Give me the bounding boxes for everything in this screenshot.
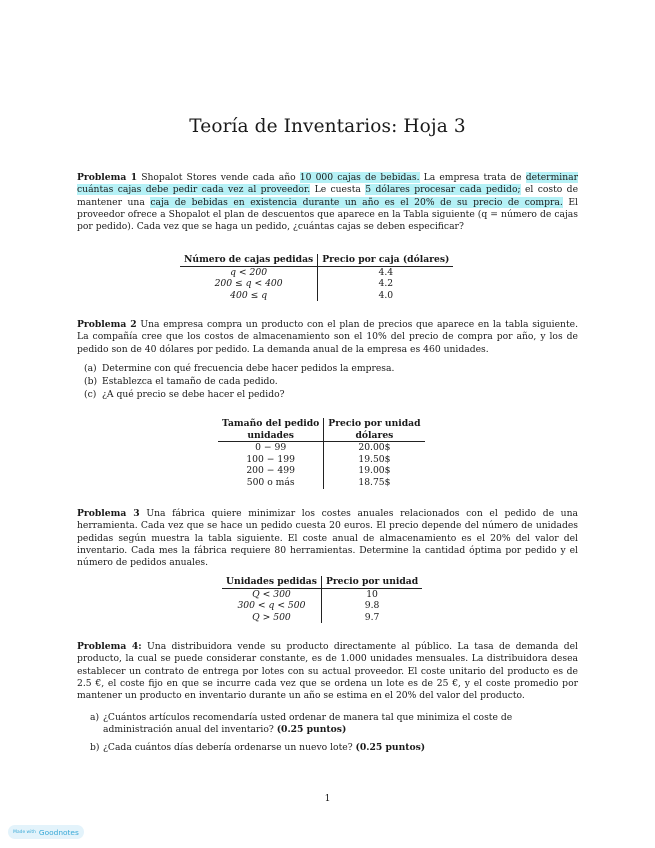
table-problem-3 (222, 576, 422, 623)
list-item: (b) Establezca el tamaño de cada pedido. (84, 376, 278, 387)
table-cell: 20.00$ (358, 442, 391, 454)
problem-1-text: Problema 1 Shopalot Stores vende cada año 10 000 cajas de bebidas. La empresa trata de determinar cuántas cajas debe pedir cada vez al proveedor. Le cuesta 5 dólares procesar cada pedido; el costo de mantener una caja de bebidas en existencia durante un año es el 20% de su precio de compra. El proveedor ofrece a Shopalot el plan de descuentos que aparece en la Tabla siguiente (q = número de cajas por pedido). Cada vez que se haga un pedido, ¿cuántas cajas se deben especificar? (77, 172, 579, 233)
table-row (222, 600, 422, 612)
list-item: (c) ¿A qué precio se debe hacer el pedido? (84, 389, 285, 400)
problem-2-text: Problema 2 Una empresa compra un producto con el plan de precios que aparece en la tabla siguiente. La compañía cree que los costos de almacenamiento son el 10% del precio de compra por año, y los de pedido son de 40 dólares por pedido. La demanda anual de la empresa es 460 unidades. (77, 319, 579, 355)
table-cell: 200 − 499 (218, 465, 324, 477)
points-label: (0.25 puntos) (276, 724, 347, 736)
table-header: Unidades pedidas (222, 576, 321, 588)
table-cell: 4.2 (378, 278, 394, 290)
highlight: caja de bebidas en existencia durante un año es el 20% de su precio de compra. (150, 196, 563, 208)
table-cell: 9.7 (364, 611, 380, 623)
problem-3-label: Problema 3 (77, 508, 140, 519)
table-cell: 19.50$ (358, 453, 391, 465)
table-cell: 19.00$ (358, 465, 391, 477)
table-problem-1 (180, 254, 453, 301)
table-problem-2 (218, 418, 425, 489)
table-cell: Q < 300 (222, 588, 321, 600)
table-cell: 500 o más (218, 477, 324, 489)
list-item: a) ¿Cuántos artículos recomendaría usted ordenar de manera tal que minimiza el coste de administración anual del inventario? (0.25 puntos) (90, 712, 513, 736)
table-cell: 4.0 (378, 289, 394, 301)
table-cell: 10 (366, 588, 378, 600)
table-header: Tamaño del pedido unidades (218, 418, 324, 442)
problem-1-label: Problema 1 (77, 172, 138, 183)
problem-3-text: Problema 3 Una fábrica quiere minimizar los costes anuales relacionados con el pedido de una herramienta. Cada vez que se hace un pedido cuesta 20 euros. El precio depende del número de unidades pedidas según muestra la tabla siguiente. El coste anual de almacenamiento es el 20% del valor del inventario. Cada mes la fábrica requiere 80 herramientas. Determine la cantidad óptima por pedido y el número de pedidos anuales. (77, 508, 578, 569)
page-number: 1 (324, 793, 331, 804)
table-cell: 4.4 (378, 266, 394, 278)
table-row (180, 266, 453, 278)
list-item: (a) Determine con qué frecuencia debe hacer pedidos la empresa. (84, 363, 395, 374)
table-header: Número de cajas pedidas (180, 254, 318, 266)
highlight: 10 000 cajas de bebidas. (299, 172, 420, 183)
table-cell: q < 200 (180, 266, 318, 278)
table-cell: 9.8 (364, 600, 380, 612)
table-row (218, 454, 425, 466)
problem-4-text: Problema 4: Una distribuidora vende su producto directamente al público. La tasa de demanda del producto, la cual se puede considerar constante, es de 1.000 unidades mensuales. La distribuidora desea establecer un contrato de entrega por lotes con su actual proveedor. El coste unitario del producto es de 2.5 €, el coste fijo en que se incurre cada vez que se ordena un lote es de 25 €, y el coste promedio por mantener un producto en inventario durante un año se estima en el 20% del valor del producto. (77, 641, 578, 702)
table-row (218, 477, 425, 489)
table-row (180, 278, 453, 290)
table-header: Precio por unidad dólares (324, 418, 425, 442)
table-row (222, 612, 422, 624)
problem-2-label: Problema 2 (77, 319, 137, 330)
table-cell: 100 − 199 (218, 454, 324, 466)
highlight: 5 dólares procesar cada pedido; (365, 184, 521, 196)
table-row (218, 442, 425, 454)
table-cell: 200 ≤ q < 400 (180, 278, 318, 290)
goodnotes-watermark: Made with Goodnotes (8, 825, 84, 839)
problem-4-label: Problema 4: (77, 641, 142, 652)
page-title: Teoría de Inventarios: Hoja 3 (189, 116, 466, 137)
table-header: Precio por caja (dólares) (318, 254, 454, 266)
table-row (222, 588, 422, 600)
table-cell: 18.75$ (358, 476, 391, 488)
table-row (180, 290, 453, 302)
list-item: b) ¿Cada cuántos días debería ordenarse un nuevo lote? (0.25 puntos) (90, 742, 426, 753)
table-header: Precio por unidad (321, 576, 422, 588)
table-row (218, 465, 425, 477)
table-cell: 300 < q < 500 (222, 600, 321, 612)
table-cell: 0 − 99 (218, 442, 324, 454)
table-cell: 400 ≤ q (180, 290, 318, 302)
points-label: (0.25 puntos) (355, 742, 426, 753)
table-cell: Q > 500 (222, 612, 321, 624)
highlight: determinar cuántas cajas debe pedir cada vez al proveedor. (77, 172, 579, 196)
